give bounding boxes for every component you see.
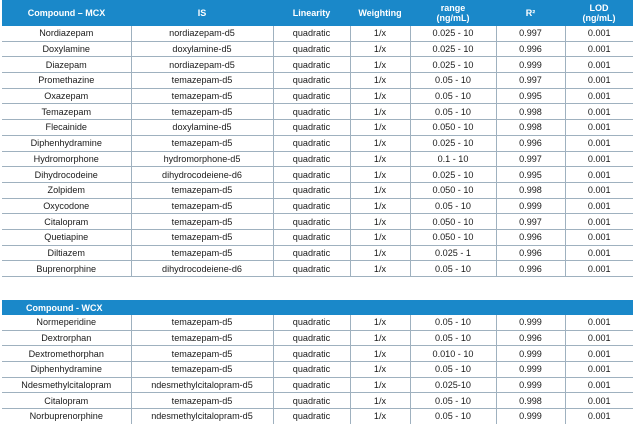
cell-weighting: 1/x — [350, 409, 410, 424]
cell-linearity: quadratic — [273, 88, 350, 104]
cell-linearity: quadratic — [273, 393, 350, 409]
cell-weighting: 1/x — [350, 245, 410, 261]
cell-linearity: quadratic — [273, 57, 350, 73]
cell-linearity: quadratic — [273, 73, 350, 89]
cell-internal-standard: temazepam-d5 — [131, 315, 273, 330]
cell-internal-standard: temazepam-d5 — [131, 362, 273, 378]
table-row — [2, 393, 633, 409]
table-row — [2, 315, 633, 330]
cell-r-squared: 0.998 — [496, 120, 565, 136]
table-row — [2, 182, 633, 198]
cell-compound: Hydromorphone — [2, 151, 131, 167]
cell-weighting: 1/x — [350, 346, 410, 362]
table-row — [2, 104, 633, 120]
cell-r-squared: 0.998 — [496, 393, 565, 409]
table-row — [2, 151, 633, 167]
cell-r-squared: 0.996 — [496, 135, 565, 151]
cell-lod: 0.001 — [565, 73, 633, 89]
cell-lod: 0.001 — [565, 315, 633, 330]
cell-range: 0.05 - 10 — [410, 104, 496, 120]
cell-weighting: 1/x — [350, 229, 410, 245]
cell-linearity: quadratic — [273, 120, 350, 136]
cell-r-squared: 0.996 — [496, 229, 565, 245]
cell-range: 0.025 - 10 — [410, 167, 496, 183]
cell-compound: Temazepam — [2, 104, 131, 120]
cell-lod: 0.001 — [565, 245, 633, 261]
cell-weighting: 1/x — [350, 182, 410, 198]
cell-compound: Citalopram — [2, 214, 131, 230]
header-weighting: Weighting — [350, 0, 410, 26]
header-lod-unit: (ng/mL) — [582, 13, 616, 23]
cell-lod: 0.001 — [565, 88, 633, 104]
cell-linearity: quadratic — [273, 346, 350, 362]
cell-weighting: 1/x — [350, 362, 410, 378]
header-compound-wcx: Compound - WCX — [2, 300, 633, 315]
cell-linearity: quadratic — [273, 104, 350, 120]
cell-r-squared: 0.996 — [496, 330, 565, 346]
cell-range: 0.010 - 10 — [410, 346, 496, 362]
cell-linearity: quadratic — [273, 245, 350, 261]
cell-weighting: 1/x — [350, 330, 410, 346]
cell-internal-standard: temazepam-d5 — [131, 73, 273, 89]
cell-lod: 0.001 — [565, 409, 633, 424]
table-row — [2, 214, 633, 230]
wcx-header — [2, 300, 633, 315]
cell-range: 0.05 - 10 — [410, 88, 496, 104]
cell-lod: 0.001 — [565, 362, 633, 378]
cell-range: 0.05 - 10 — [410, 409, 496, 424]
cell-compound: Oxazepam — [2, 88, 131, 104]
cell-r-squared: 0.997 — [496, 26, 565, 41]
cell-linearity: quadratic — [273, 26, 350, 41]
cell-compound: Oxycodone — [2, 198, 131, 214]
cell-r-squared: 0.998 — [496, 182, 565, 198]
cell-internal-standard: ndesmethylcitalopram-d5 — [131, 377, 273, 393]
wcx-table — [2, 300, 633, 424]
cell-linearity: quadratic — [273, 362, 350, 378]
cell-r-squared: 0.999 — [496, 377, 565, 393]
cell-compound: Nordiazepam — [2, 26, 131, 41]
cell-internal-standard: temazepam-d5 — [131, 182, 273, 198]
header-is: IS — [131, 0, 273, 26]
cell-range: 0.025 - 10 — [410, 26, 496, 41]
cell-weighting: 1/x — [350, 120, 410, 136]
cell-r-squared: 0.996 — [496, 261, 565, 276]
cell-internal-standard: dihydrocodeiene-d6 — [131, 261, 273, 276]
cell-linearity: quadratic — [273, 214, 350, 230]
cell-r-squared: 0.998 — [496, 104, 565, 120]
cell-linearity: quadratic — [273, 198, 350, 214]
cell-range: 0.05 - 10 — [410, 261, 496, 276]
cell-weighting: 1/x — [350, 73, 410, 89]
cell-weighting: 1/x — [350, 104, 410, 120]
cell-lod: 0.001 — [565, 229, 633, 245]
cell-compound: Diltiazem — [2, 245, 131, 261]
header-linearity: Linearity — [273, 0, 350, 26]
cell-compound: Dextrorphan — [2, 330, 131, 346]
cell-lod: 0.001 — [565, 198, 633, 214]
cell-compound: Diphenhydramine — [2, 362, 131, 378]
cell-r-squared: 0.999 — [496, 198, 565, 214]
cell-lod: 0.001 — [565, 346, 633, 362]
cell-lod: 0.001 — [565, 261, 633, 276]
cell-compound: Norbuprenorphine — [29, 411, 103, 422]
cell-range: 0.05 - 10 — [410, 73, 496, 89]
table-row — [2, 167, 633, 183]
cell-linearity: quadratic — [273, 167, 350, 183]
cell-lod: 0.001 — [565, 214, 633, 230]
cell-internal-standard: ndesmethylcitalopram-d5 — [131, 409, 273, 424]
cell-range: 0.05 - 10 — [410, 315, 496, 330]
cell-compound: Ndesmethylcitalopram — [2, 377, 131, 393]
cell-range: 0.050 - 10 — [410, 214, 496, 230]
table-row — [2, 198, 633, 214]
cell-range: 0.05 - 10 — [410, 362, 496, 378]
cell-range: 0.050 - 10 — [410, 120, 496, 136]
cell-r-squared: 0.997 — [496, 151, 565, 167]
cell-r-squared: 0.996 — [496, 245, 565, 261]
table-row — [2, 409, 633, 424]
table-row — [2, 377, 633, 393]
table-row — [2, 88, 633, 104]
cell-r-squared: 0.997 — [496, 73, 565, 89]
cell-compound: Promethazine — [2, 73, 131, 89]
cell-r-squared: 0.997 — [496, 214, 565, 230]
cell-lod: 0.001 — [565, 330, 633, 346]
header-compound-mcx: Compound – MCX — [2, 0, 131, 26]
cell-lod: 0.001 — [565, 41, 633, 57]
cell-weighting: 1/x — [350, 41, 410, 57]
cell-range: 0.05 - 10 — [410, 393, 496, 409]
cell-compound: Diazepam — [2, 57, 131, 73]
header-lod-label: LOD — [589, 3, 609, 13]
cell-compound: Citalopram — [2, 393, 131, 409]
cell-lod: 0.001 — [565, 151, 633, 167]
cell-r-squared: 0.995 — [496, 167, 565, 183]
cell-internal-standard: dihydrocodeiene-d6 — [131, 167, 273, 183]
mcx-header — [2, 0, 633, 26]
cell-weighting: 1/x — [350, 151, 410, 167]
cell-weighting: 1/x — [350, 377, 410, 393]
cell-linearity: quadratic — [273, 182, 350, 198]
cell-lod: 0.001 — [565, 377, 633, 393]
cell-linearity: quadratic — [273, 377, 350, 393]
cell-linearity: quadratic — [273, 135, 350, 151]
cell-compound: Doxylamine — [2, 41, 131, 57]
section-gap — [0, 277, 635, 300]
cell-internal-standard: temazepam-d5 — [131, 245, 273, 261]
cell-internal-standard: doxylamine-d5 — [131, 41, 273, 57]
cell-internal-standard: temazepam-d5 — [131, 346, 273, 362]
cell-weighting: 1/x — [350, 57, 410, 73]
cell-weighting: 1/x — [350, 214, 410, 230]
cell-lod: 0.001 — [565, 167, 633, 183]
table-row — [2, 261, 633, 276]
cell-compound: Diphenhydramine — [2, 135, 131, 151]
cell-linearity: quadratic — [273, 41, 350, 57]
cell-range: 0.025-10 — [410, 377, 496, 393]
cell-linearity: quadratic — [273, 261, 350, 276]
cell-internal-standard: nordiazepam-d5 — [131, 57, 273, 73]
cell-r-squared: 0.995 — [496, 88, 565, 104]
cell-internal-standard: temazepam-d5 — [131, 88, 273, 104]
cell-compound: Zolpidem — [2, 182, 131, 198]
cell-compound: Quetiapine — [2, 229, 131, 245]
header-range-unit: (ng/mL) — [436, 13, 470, 23]
cell-linearity: quadratic — [273, 315, 350, 330]
cell-internal-standard: temazepam-d5 — [131, 229, 273, 245]
cell-compound: Buprenorphine — [36, 263, 97, 274]
table-row — [2, 41, 633, 57]
cell-lod: 0.001 — [565, 135, 633, 151]
cell-weighting: 1/x — [350, 26, 410, 41]
cell-range: 0.025 - 10 — [410, 57, 496, 73]
wcx-body — [2, 315, 633, 424]
cell-linearity: quadratic — [273, 330, 350, 346]
cell-lod: 0.001 — [565, 120, 633, 136]
cell-weighting: 1/x — [350, 167, 410, 183]
cell-r-squared: 0.999 — [496, 409, 565, 424]
table-row — [2, 330, 633, 346]
mcx-table — [2, 0, 633, 276]
cell-weighting: 1/x — [350, 88, 410, 104]
cell-range: 0.05 - 10 — [410, 198, 496, 214]
cell-compound: Normeperidine — [2, 315, 131, 330]
cell-compound: Flecainide — [2, 120, 131, 136]
table-row — [2, 73, 633, 89]
cell-r-squared: 0.999 — [496, 346, 565, 362]
cell-weighting: 1/x — [350, 198, 410, 214]
cell-range: 0.025 - 10 — [410, 41, 496, 57]
cell-internal-standard: temazepam-d5 — [131, 214, 273, 230]
cell-range: 0.025 - 10 — [410, 135, 496, 151]
cell-internal-standard: hydromorphone-d5 — [131, 151, 273, 167]
table-row — [2, 57, 633, 73]
cell-compound: Dextromethorphan — [2, 346, 131, 362]
cell-lod: 0.001 — [565, 57, 633, 73]
table-row — [2, 245, 633, 261]
table-row — [2, 135, 633, 151]
table-row — [2, 346, 633, 362]
cell-weighting: 1/x — [350, 315, 410, 330]
cell-weighting: 1/x — [350, 135, 410, 151]
table-row — [2, 120, 633, 136]
cell-linearity: quadratic — [273, 409, 350, 424]
cell-internal-standard: temazepam-d5 — [131, 330, 273, 346]
cell-linearity: quadratic — [273, 151, 350, 167]
cell-r-squared: 0.996 — [496, 41, 565, 57]
mcx-body — [2, 26, 633, 276]
cell-range: 0.050 - 10 — [410, 229, 496, 245]
cell-internal-standard: temazepam-d5 — [131, 104, 273, 120]
cell-range: 0.05 - 10 — [410, 330, 496, 346]
header-range — [410, 0, 496, 26]
table-row — [2, 362, 633, 378]
cell-range: 0.1 - 10 — [410, 151, 496, 167]
cell-internal-standard: temazepam-d5 — [131, 393, 273, 409]
cell-internal-standard: nordiazepam-d5 — [131, 26, 273, 41]
cell-internal-standard: temazepam-d5 — [131, 135, 273, 151]
cell-linearity: quadratic — [273, 229, 350, 245]
table-row — [2, 229, 633, 245]
cell-range: 0.025 - 1 — [410, 245, 496, 261]
cell-internal-standard: doxylamine-d5 — [131, 120, 273, 136]
cell-compound: Dihydrocodeine — [2, 167, 131, 183]
header-range-label: range — [440, 3, 466, 13]
cell-lod: 0.001 — [565, 393, 633, 409]
cell-weighting: 1/x — [350, 393, 410, 409]
cell-lod: 0.001 — [565, 182, 633, 198]
cell-lod: 0.001 — [565, 26, 633, 41]
cell-lod: 0.001 — [565, 104, 633, 120]
cell-weighting: 1/x — [350, 261, 410, 276]
table-row — [2, 26, 633, 41]
header-lod — [565, 0, 633, 26]
cell-range: 0.050 - 10 — [410, 182, 496, 198]
cell-r-squared: 0.999 — [496, 315, 565, 330]
cell-r-squared: 0.999 — [496, 57, 565, 73]
cell-internal-standard: temazepam-d5 — [131, 198, 273, 214]
cell-r-squared: 0.999 — [496, 362, 565, 378]
header-r-squared: R² — [496, 0, 565, 26]
